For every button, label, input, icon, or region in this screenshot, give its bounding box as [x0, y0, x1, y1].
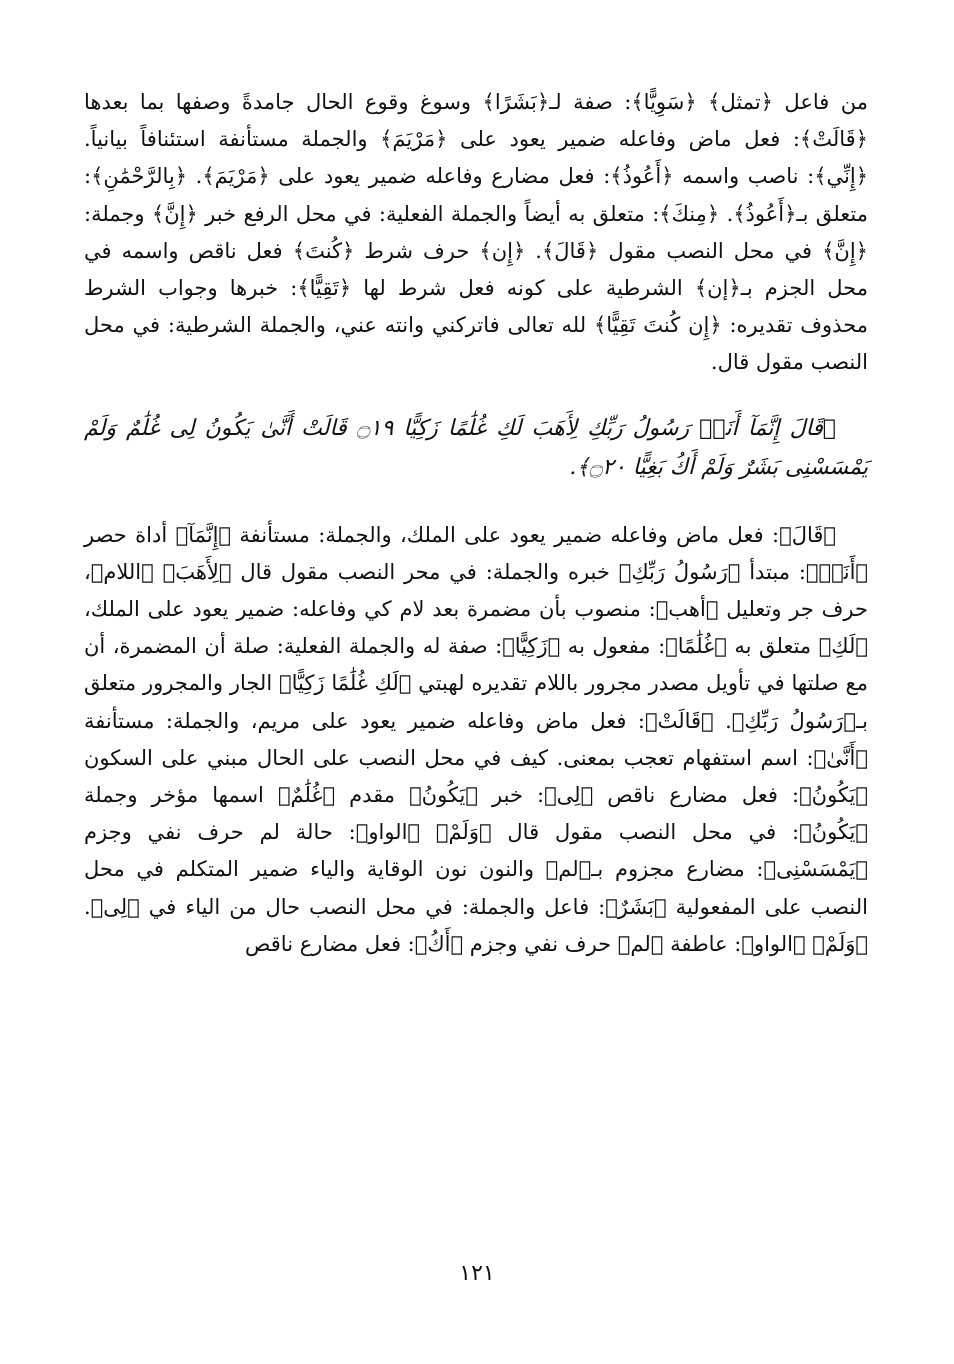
page-number: ١٢١ — [459, 1261, 495, 1286]
commentary-paragraph-2: ﴿قَالَ﴾: فعل ماض وفاعله ضمير يعود على الملك، والجملة: مستأنفة ﴿إِنَّمَآ﴾ أداة حصر ﴿أَنَا۠﴾: مبتدأ ﴿رَسُولُ رَبِّكِ﴾ خبره والجملة: في محر النصب مقول قال ﴿لِأَهَبَ﴾ ﴿اللام﴾، حرف جر وتعليل ﴿أهب﴾: منصوب بأن مضمرة بعد لام كي وفاعله: ضمير يعود على الملك، ﴿لَكِ﴾ متعلق به ﴿غُلَٰمًا﴾: مفعول به ﴿زَكِيًّا﴾: صفة له والجملة الفعلية: صلة أن المضمرة، أن مع صلتها في تأويل مصدر مجرور باللام تقديره لهبتي ﴿لَكِ غُلَٰمًا زَكِيًّا﴾ الجار والمجرور متعلق بـ﴿رَسُولُ رَبِّكِ﴾. ﴿قَالَتْ﴾: فعل ماض وفاعله ضمير يعود على مريم، والجملة: مستأنفة ﴿أَنَّىٰ﴾: اسم استفهام تعجب بمعنى. كيف في محل النصب على الحال مبني على السكون ﴿يَكُونُ﴾: فعل مضارع ناقص ﴿لِى﴾: خبر ﴿يَكُونُ﴾ مقدم ﴿غُلَٰمٌ﴾ اسمها مؤخر وجملة ﴿يَكُونُ﴾: في محل النصب مقول قال ﴿وَلَمْ﴾ ﴿الواو﴾: حالة لم حرف نفي وجزم ﴿يَمْسَسْنِى﴾: مضارع مجزوم بـ﴿لم﴾ والنون نون الوقاية والياء ضمير المتكلم في محل النصب على المفعولية ﴿بَشَرٌ﴾: فاعل والجملة: في محل النصب حال من الياء في ﴿لِى﴾. ﴿وَلَمْ﴾ ﴿الواو﴾: عاطفة ﴿لم﴾ حرف نفي وجزم ﴿أَكُ﴾: فعل مضارع ناقص — [84, 522, 868, 956]
page-body — [84, 84, 868, 963]
quran-verse: ﴿قَالَ إِنَّمَآ أَنَا۠ رَسُولُ رَبِّكِ لِأَهَبَ لَكِ غُلَٰمًا زَكِيًّا ۝١٩ قَالَتْ أَنَّىٰ يَكُونُ لِى غُلَٰمٌ وَلَمْ يَمْسَسْنِى بَشَرٌ وَلَمْ أَكُ بَغِيًّا ۝٢٠﴾. — [84, 415, 868, 480]
commentary-paragraph-1: من فاعل ﴿تمثل﴾ ﴿سَوِيًّا﴾: صفة لـ﴿بَشَرًا﴾ وسوغ وقوع الحال جامدةً وصفها بما بعدها ﴿قَالَتْ﴾: فعل ماض وفاعله ضمير يعود على ﴿مَرْيَمَ﴾ والجملة مستأنفة استئنافاً بيانياً. ﴿إِنِّي﴾: ناصب واسمه ﴿أَعُوذُ﴾: فعل مضارع وفاعله ضمير يعود على ﴿مَرْيَمَ﴾. ﴿بِالرَّحْمَٰنِ﴾: متعلق بـ﴿أَعُوذُ﴾. ﴿مِنكَ﴾: متعلق به أيضاً والجملة الفعلية: في محل الرفع خبر ﴿إِنَّ﴾ وجملة: ﴿إِنَّ﴾ في محل النصب مقول ﴿قَالَ﴾. ﴿إِن﴾ حرف شرط ﴿كُنتَ﴾ فعل ناقص واسمه في محل الجزم بـ﴿إن﴾ الشرطية على كونه فعل شرط لها ﴿تَقِيًّا﴾: خبرها وجواب الشرط محذوف تقديره: ﴿إِن كُنتَ تَقِيًّا﴾ لله تعالى فاتركني وانته عني، والجملة الشرطية: في محل النصب مقول قال. — [84, 90, 868, 375]
